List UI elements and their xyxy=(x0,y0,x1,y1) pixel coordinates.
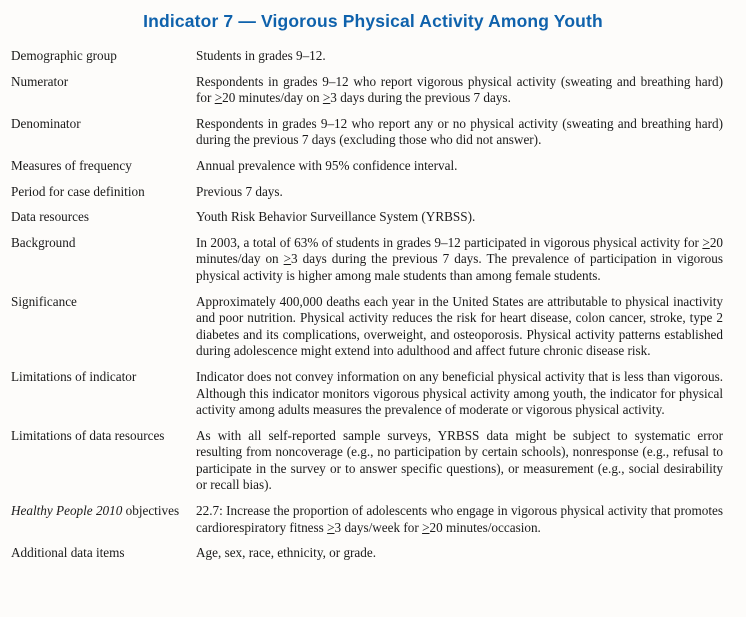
indicator-definition-table xyxy=(0,48,746,562)
definition-row-label xyxy=(11,503,196,520)
definition-row-value xyxy=(196,503,723,536)
text-run: 3 days during the previous 7 days. xyxy=(330,90,511,106)
definition-row-value: Youth Risk Behavior Surveillance System (YRBSS). xyxy=(196,209,476,225)
text-run: 3 days during the previous 7 days. The prevalence of participation in vigorous physical activity is higher among male students than among female students. xyxy=(196,251,723,283)
text-run: 20 minutes/occasion. xyxy=(429,519,541,535)
definition-row-label xyxy=(11,235,196,252)
definition-row-value: Previous 7 days. xyxy=(196,183,283,199)
definition-row-label xyxy=(11,209,196,226)
greater-than-or-equal-symbol: > xyxy=(322,90,331,106)
definition-row xyxy=(11,503,735,536)
definition-row xyxy=(11,209,735,226)
text-run: Background xyxy=(11,234,76,250)
definition-row-value: Students in grades 9–12. xyxy=(196,48,326,63)
definition-row-label xyxy=(11,158,196,175)
text-run: Limitations of data resources xyxy=(11,427,165,443)
text-run: Period for case definition xyxy=(11,183,145,199)
definition-row-label xyxy=(11,116,196,133)
definition-row-label xyxy=(11,184,196,201)
text-run: 20 minutes/day on xyxy=(222,90,323,106)
greater-than-or-equal-symbol: > xyxy=(327,519,335,535)
text-run: Demographic group xyxy=(11,48,117,63)
greater-than-or-equal-symbol: > xyxy=(702,234,710,250)
definition-row xyxy=(11,116,735,149)
text-run: Numerator xyxy=(11,73,69,89)
definition-row-label xyxy=(11,74,196,91)
italic-text: Healthy People 2010 xyxy=(11,503,123,519)
definition-row xyxy=(11,545,735,562)
definition-row xyxy=(11,48,735,65)
definition-row-label xyxy=(11,369,196,386)
text-run: objectives xyxy=(122,503,180,519)
definition-row-value xyxy=(196,74,723,107)
text-run: In 2003, a total of 63% of students in grades 9–12 participated in vigorous physical activity for xyxy=(196,234,703,250)
text-run: Denominator xyxy=(11,115,81,131)
definition-row-value xyxy=(196,116,723,149)
definition-row-label xyxy=(11,294,196,311)
definition-row-value: As with all self-reported sample surveys, YRBSS data might be subject to systematic error resulting from noncoverage (e.g., no participation by certain schools), nonresponse (e.g., refusal to participate in the survey or to answer specific questions), or measurement (e.g., social desirability or recall bias). xyxy=(196,427,723,493)
definition-row xyxy=(11,235,735,285)
greater-than-or-equal-symbol: > xyxy=(422,519,430,535)
text-run: 20 minutes/day on xyxy=(196,234,723,267)
text-run: 22.7: Increase the proportion of adolescents who engage in vigorous physical activity that promotes cardiorespiratory fitness xyxy=(196,503,723,535)
definition-row xyxy=(11,184,735,201)
definition-row-value: Annual prevalence with 95% confidence interval. xyxy=(196,157,458,173)
definition-row xyxy=(11,428,735,494)
definition-row-label xyxy=(11,48,196,65)
definition-row xyxy=(11,158,735,175)
text-run: 3 days/week for xyxy=(334,519,423,535)
definition-row-value: Approximately 400,000 deaths each year in the United States are attributable to physical inactivity and poor nutrition. Physical activity reduces the risk for heart disease, colon cancer, stroke, type 2 diabetes and its complications, overweight, and osteoporosis. Physical activity patterns established during adolescence might extend into adulthood and affect future chronic disease risk. xyxy=(196,293,723,359)
text-run: Additional data items xyxy=(11,545,125,561)
text-run: Respondents in grades 9–12 who report any or no physical activity (sweating and breathing hard) during the previous 7 days (excluding those who did not answer). xyxy=(196,115,723,148)
greater-than-or-equal-symbol: > xyxy=(214,90,223,106)
text-run: Measures of frequency xyxy=(11,157,132,173)
definition-row-label xyxy=(11,545,196,562)
definition-row xyxy=(11,294,735,360)
text-run: Respondents in grades 9–12 who report vigorous physical activity (sweating and breathing hard) for xyxy=(196,73,723,106)
definition-row-label xyxy=(11,428,196,445)
definition-row xyxy=(11,369,735,419)
definition-row-value: Indicator does not convey information on any beneficial physical activity that is less than vigorous. Although this indicator monitors vigorous physical activity among youth, the indicator for physical activity among adults measures the prevalence of moderate or vigorous physical activity. xyxy=(196,368,723,418)
page-title: Indicator 7 — Vigorous Physical Activity Among Youth xyxy=(143,11,603,31)
text-run: Limitations of indicator xyxy=(11,368,137,384)
definition-row-value xyxy=(196,235,723,285)
definition-row-value: Age, sex, race, ethnicity, or grade. xyxy=(196,545,377,561)
text-run: Significance xyxy=(11,293,77,309)
definition-row xyxy=(11,74,735,107)
text-run: Data resources xyxy=(11,209,89,225)
greater-than-or-equal-symbol: > xyxy=(283,251,292,267)
